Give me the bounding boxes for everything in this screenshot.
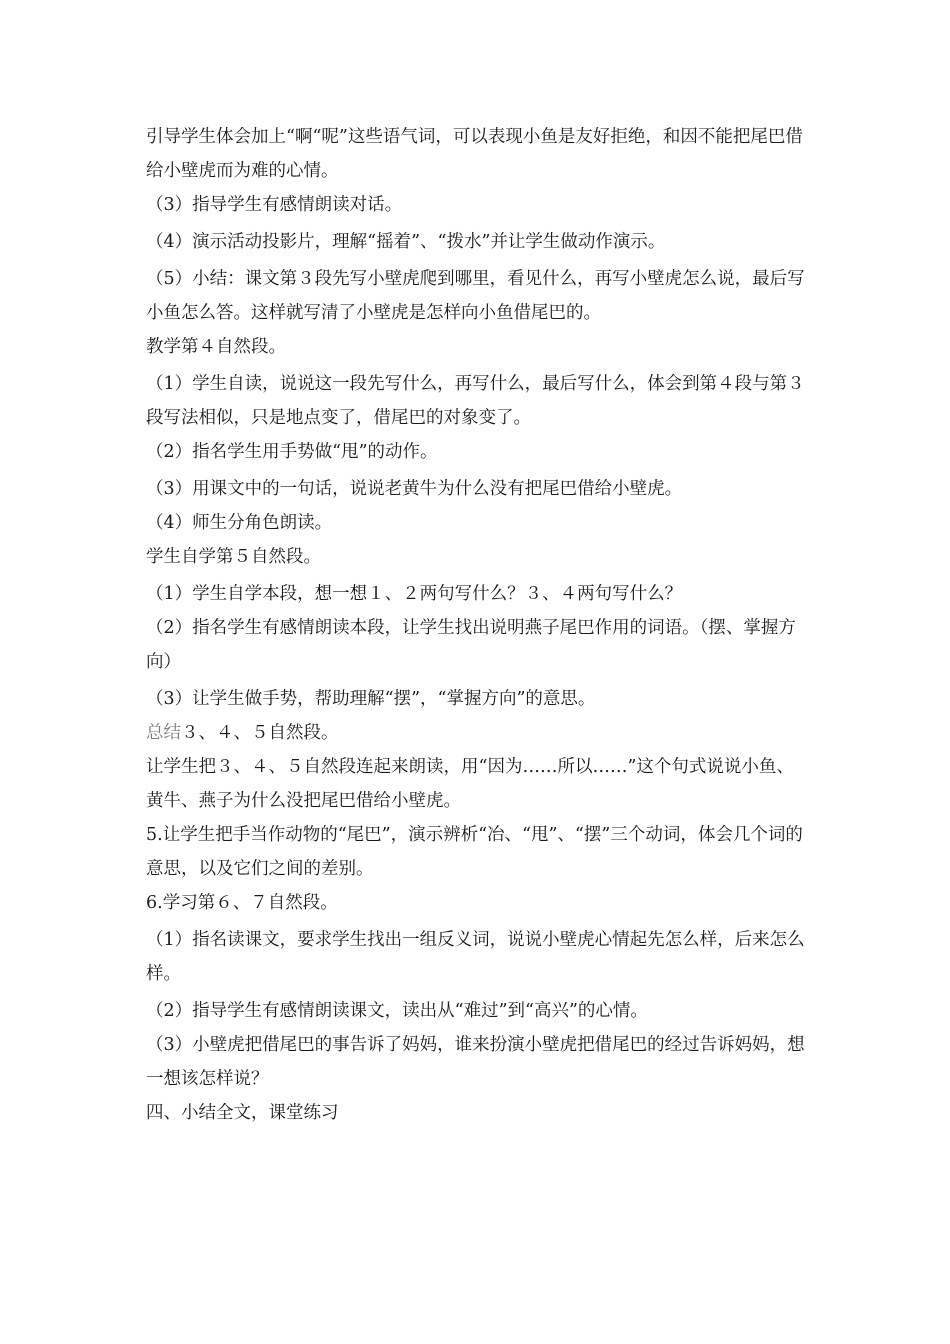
paragraph-section-4-step-3: （3）用课文中的一句话，说说老黄牛为什么没有把尾巴借给小壁虎。 bbox=[146, 479, 683, 499]
paragraph-item-6: 6.学习第６、７自然段。 bbox=[146, 893, 338, 913]
paragraph-summary-read-aloud: 让学生把３、４、５自然段连起来朗读，用“因为……所以……”这个句式说说小鱼、黄牛、燕子为什么没把尾巴借给小壁虎。 bbox=[146, 757, 794, 811]
paragraph-step-5-summary: （5）小结：课文第３段先写小壁虎爬到哪里，看见什么，再写小壁虎怎么说，最后写小鱼怎么答。这样就写清了小壁虎是怎样向小鱼借尾巴的。 bbox=[146, 269, 805, 323]
paragraph-section-6-step-2: （2）指导学生有感情朗读课文，读出从“难过”到“高兴”的心情。 bbox=[146, 1001, 648, 1021]
paragraph-item-5: 5.让学生把手当作动物的“尾巴”，演示辨析“冶、“甩”、“摆”三个动词，体会几个词的意思，以及它们之间的差别。 bbox=[146, 825, 803, 879]
paragraph-heading-section-4: 教学第４自然段。 bbox=[146, 337, 286, 357]
paragraph-step-3-read-dialogue: （3）指导学生有感情朗读对话。 bbox=[146, 195, 403, 215]
paragraph-step-4-demo: （4）演示活动投影片，理解“摇着”、“拨水”并让学生做动作演示。 bbox=[146, 232, 666, 252]
paragraph-section-4-step-4: （4）师生分角色朗读。 bbox=[146, 513, 333, 533]
paragraph-section-5-step-1: （1）学生自学本段，想一想１、２两句写什么？３、４两句写什么？ bbox=[146, 584, 683, 604]
paragraph-heading-part-4: 四、小结全文，课堂练习 bbox=[146, 1103, 339, 1123]
paragraph-heading-summary bbox=[146, 716, 810, 750]
paragraph-section-4-step-1: （1）学生自读，说说这一段先写什么，再写什么，最后写什么，体会到第４段与第３段写法相似，只是地点变了，借尾巴的对象变了。 bbox=[146, 374, 805, 428]
paragraph-intonation: 引导学生体会加上“啊“呢”这些语气词，可以表现小鱼是友好拒绝，和因不能把尾巴借给小壁虎而为难的心情。 bbox=[146, 127, 803, 181]
paragraph-section-6-step-3: （3）小壁虎把借尾巴的事告诉了妈妈，谁来扮演小壁虎把借尾巴的经过告诉妈妈，想一想该怎样说？ bbox=[146, 1035, 805, 1089]
summary-rest: ３、４、５自然段。 bbox=[181, 723, 339, 743]
paragraph-heading-section-5: 学生自学第５自然段。 bbox=[146, 547, 321, 567]
paragraph-section-5-step-3: （3）让学生做手势，帮助理解“摆”，“掌握方向”的意思。 bbox=[146, 689, 596, 709]
paragraph-section-6-step-1: （1）指名读课文，要求学生找出一组反义词，说说小壁虎心情起先怎么样，后来怎么样。 bbox=[146, 930, 805, 984]
paragraph-section-5-step-2: （2）指名学生有感情朗读本段，让学生找出说明燕子尾巴作用的词语。（摆、掌握方向） bbox=[146, 618, 796, 672]
summary-prefix: 总结 bbox=[146, 723, 181, 743]
document-body bbox=[146, 120, 810, 1130]
paragraph-section-4-step-2: （2）指名学生用手势做“甩”的动作。 bbox=[146, 442, 438, 462]
